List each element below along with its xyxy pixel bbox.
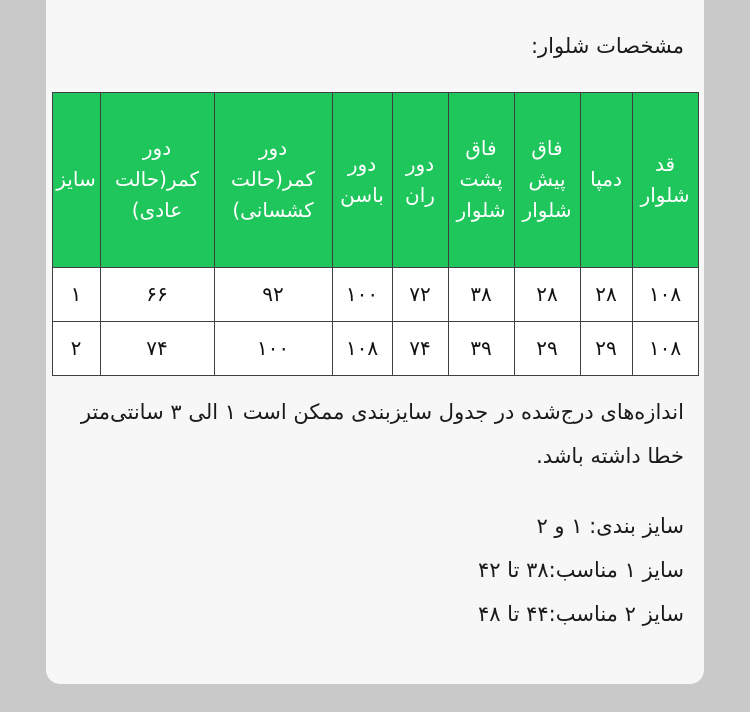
product-description-page bbox=[46, 0, 704, 684]
column-header-thigh: دور ران bbox=[392, 92, 448, 267]
cell-waist-normal: ۶۶ bbox=[100, 267, 214, 321]
sizing-line-range: سایز بندی: ۱ و ۲ bbox=[536, 513, 684, 538]
sizing-line-size-1: سایز ۱ مناسب:۳۸ تا ۴۲ bbox=[477, 558, 684, 583]
cell-hem: ۲۹ bbox=[580, 321, 632, 375]
cell-thigh: ۷۲ bbox=[392, 267, 448, 321]
cell-size: ۱ bbox=[52, 267, 100, 321]
table-header-row bbox=[52, 92, 698, 267]
cell-thigh: ۷۴ bbox=[392, 321, 448, 375]
spacer bbox=[58, 478, 692, 504]
column-header-length: قد شلوار bbox=[632, 92, 698, 267]
cell-length: ۱۰۸ bbox=[632, 321, 698, 375]
size-table-container bbox=[58, 92, 692, 376]
column-header-hip: دور باسن bbox=[332, 92, 392, 267]
column-header-waist-normal: دور کمر(حالت عادی) bbox=[100, 92, 214, 267]
cell-waist-stretched: ۱۰۰ bbox=[214, 321, 332, 375]
column-header-front-rise: فاق پیش شلوار bbox=[514, 92, 580, 267]
cell-back-rise: ۳۹ bbox=[448, 321, 514, 375]
cell-waist-normal: ۷۴ bbox=[100, 321, 214, 375]
cell-hip: ۱۰۸ bbox=[332, 321, 392, 375]
column-header-hem: دمپا bbox=[580, 92, 632, 267]
page-title: مشخصات شلوار: bbox=[530, 34, 684, 58]
cell-hip: ۱۰۰ bbox=[332, 267, 392, 321]
size-table-body bbox=[52, 267, 698, 375]
cell-length: ۱۰۸ bbox=[632, 267, 698, 321]
sizing-line-size-2: سایز ۲ مناسب:۴۴ تا ۴۸ bbox=[477, 602, 684, 627]
cell-front-rise: ۲۸ bbox=[514, 267, 580, 321]
cell-size: ۲ bbox=[52, 321, 100, 375]
column-header-back-rise: فاق پشت شلوار bbox=[448, 92, 514, 267]
cell-hem: ۲۸ bbox=[580, 267, 632, 321]
size-table-header bbox=[52, 92, 698, 267]
cell-waist-stretched: ۹۲ bbox=[214, 267, 332, 321]
cell-front-rise: ۲۹ bbox=[514, 321, 580, 375]
cell-back-rise: ۳۸ bbox=[448, 267, 514, 321]
column-header-waist-stretched: دور کمر(حالت کشسانی) bbox=[214, 92, 332, 267]
size-table bbox=[52, 92, 699, 376]
table-row bbox=[52, 321, 698, 375]
tolerance-note: اندازه‌های درج‌شده در جدول سایزبندی ممکن است ۱ الی ۳ سانتی‌متر خطا داشته باشد. bbox=[80, 399, 684, 468]
table-row bbox=[52, 267, 698, 321]
column-header-size: سایز bbox=[52, 92, 100, 267]
